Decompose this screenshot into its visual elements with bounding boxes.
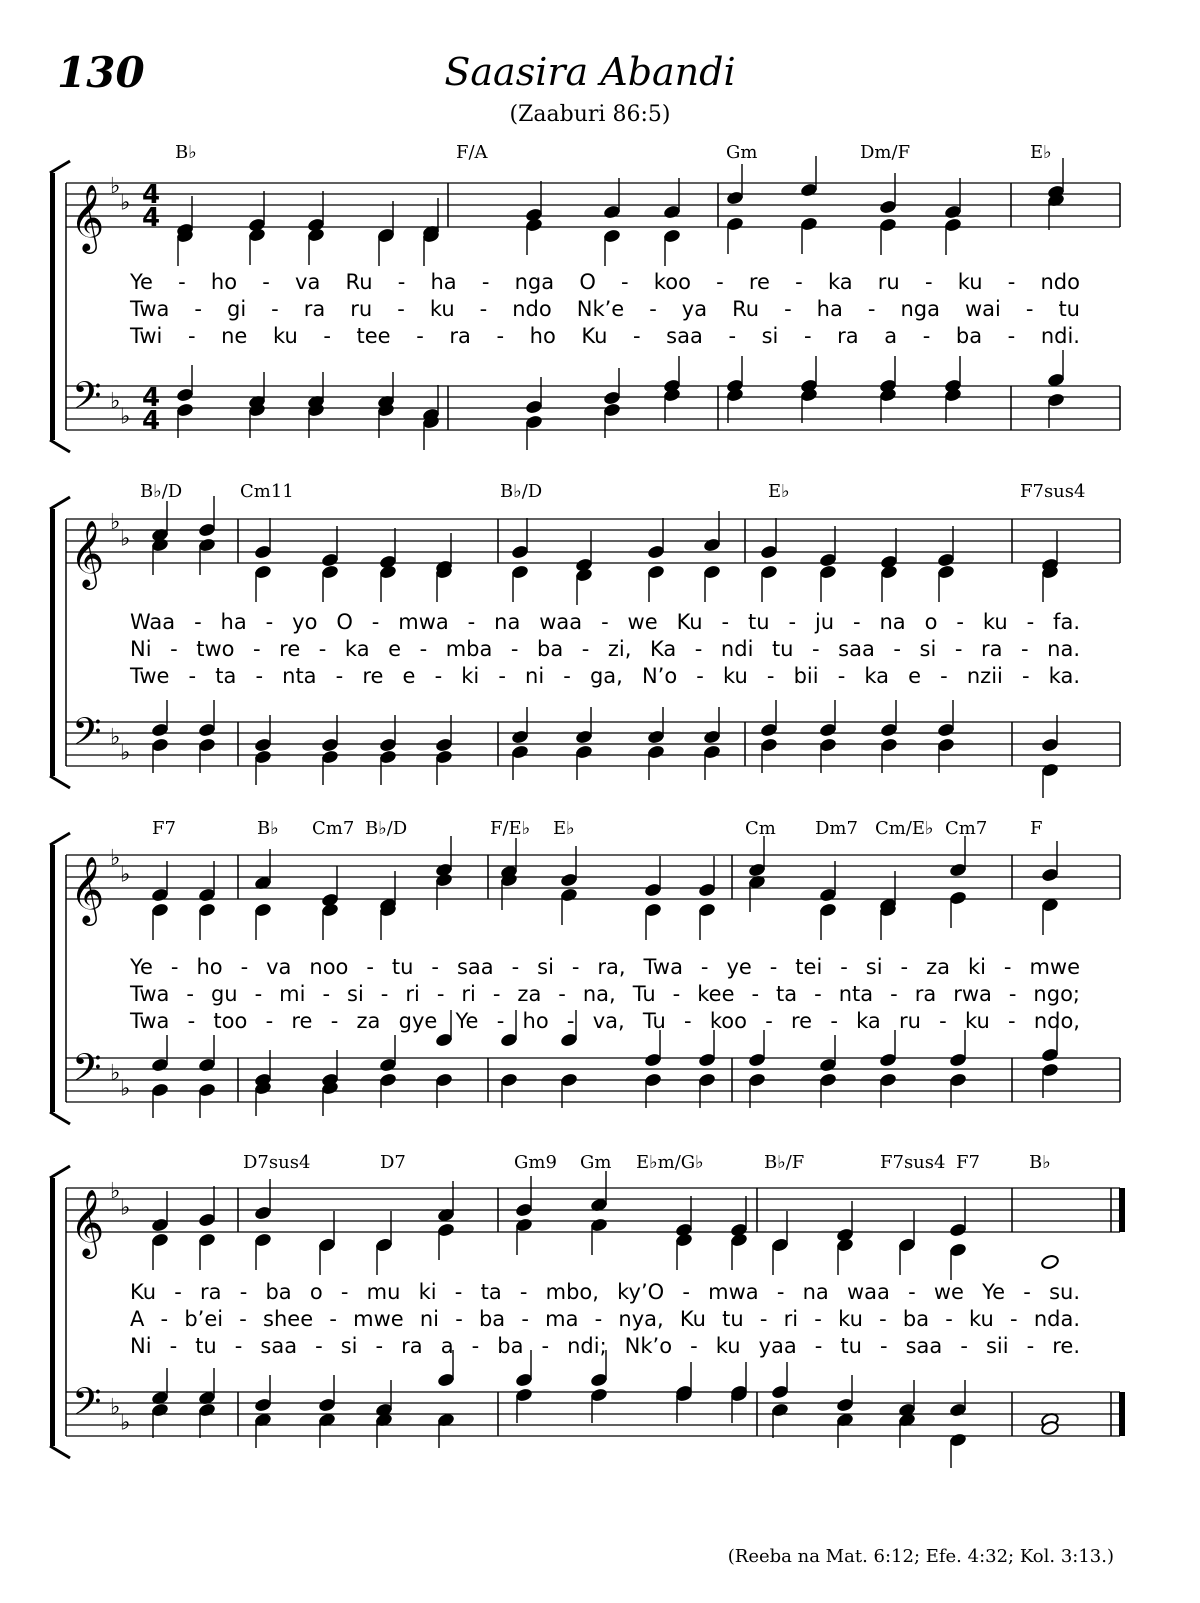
hymn-number: 130: [57, 48, 145, 97]
hymn-title: Saasira Abandi: [444, 50, 736, 94]
chord-symbol: B♭: [175, 142, 197, 163]
chord-symbol: Gm9: [514, 1152, 557, 1173]
chord-symbol: Cm11: [240, 481, 294, 502]
chord-symbol: Dm7: [815, 818, 858, 839]
notehead: [1041, 1254, 1060, 1270]
flat-icon: ♭: [120, 190, 131, 216]
chord-symbol: F7sus4: [1020, 481, 1086, 502]
chord-symbol: F: [1030, 818, 1043, 839]
lyric-verse-1: Ye - ho - va Ru - ha - nga O - koo - re - ka ru - ku - ndo: [130, 270, 1080, 294]
footnote: (Reeba na Mat. 6:12; Efe. 4:32; Kol. 3:13.): [727, 1546, 1114, 1567]
chord-symbol: Dm/F: [860, 142, 911, 163]
time-signature: 4: [142, 202, 161, 233]
chord-symbol: F/E♭: [490, 818, 531, 839]
chord-symbol: B♭/D: [500, 481, 543, 502]
flat-icon: ♭: [120, 1410, 131, 1436]
time-signature: 4: [142, 179, 161, 210]
system-bracket: [50, 1178, 55, 1446]
lyric-verse-2: Twa - gu - mi - si - ri - ri - za - na, Tu - kee - ta - nta - ra rwa - ngo;: [130, 982, 1080, 1006]
lyric-verse-2: Twa - gi - ra ru - ku - ndo Nk’e - ya Ru - ha - nga wai - tu: [130, 297, 1080, 321]
time-signature: 4: [142, 405, 161, 436]
treble-clef-icon: 𝄞: [70, 519, 105, 587]
flat-icon: ♭: [120, 404, 131, 430]
flat-icon: ♭: [120, 526, 131, 552]
bracket-hook: [50, 440, 70, 452]
final-barline: [1119, 1392, 1125, 1436]
chord-symbol: B♭: [257, 818, 279, 839]
chord-symbol: B♭/F: [764, 1152, 805, 1173]
lyric-verse-3: Twa - too - re - za gye Ye - ho - va, Tu - koo - re - ka ru - ku - ndo,: [130, 1009, 1080, 1033]
bracket-hook: [50, 1446, 70, 1458]
chord-symbol: E♭: [1030, 142, 1052, 163]
bracket-hook: [50, 776, 70, 788]
final-barline: [1119, 1188, 1125, 1232]
bracket-hook: [50, 1112, 70, 1124]
chord-symbol: D7sus4: [243, 1152, 311, 1173]
chord-symbol: Gm: [726, 142, 758, 163]
flat-icon: ♭: [110, 1178, 121, 1204]
bracket-hook: [50, 833, 70, 845]
chord-symbol: E♭: [768, 481, 790, 502]
bass-clef-icon: 𝄢: [72, 1045, 102, 1099]
flat-icon: ♭: [110, 1395, 121, 1420]
bass-clef-icon: 𝄢: [72, 1379, 102, 1433]
flat-icon: ♭: [110, 1061, 121, 1086]
bracket-hook: [50, 497, 70, 509]
chord-symbol: Cm: [745, 818, 776, 839]
chord-symbol: F7: [956, 1152, 980, 1173]
lyric-verse-2: A - b’ei - shee - mwe ni - ba - ma - nya, Ku tu - ri - ku - ba - ku - nda.: [130, 1307, 1080, 1331]
lyric-verse-3: Twi - ne ku - tee - ra - ho Ku - saa - si - ra a - ba - ndi.: [130, 324, 1080, 348]
flat-icon: ♭: [120, 1195, 131, 1221]
chord-symbol: B♭/D: [365, 818, 408, 839]
lyric-verse-1: Ku - ra - ba o - mu ki - ta - mbo, ky’O - mwa - na waa - we Ye - su.: [130, 1280, 1080, 1304]
chord-symbol: B♭: [1029, 1152, 1051, 1173]
chord-symbol: E♭: [553, 818, 575, 839]
system-bracket: [50, 845, 55, 1112]
bass-clef-icon: 𝄢: [72, 709, 102, 763]
flat-icon: ♭: [110, 509, 121, 535]
treble-clef-icon: 𝄞: [70, 183, 105, 251]
lyric-verse-3: Ni - tu - saa - si - ra a - ba - ndi; Nk’o - ku yaa - tu - saa - sii - re.: [130, 1334, 1080, 1358]
chord-symbol: B♭/D: [140, 481, 183, 502]
chord-symbol: Gm: [580, 1152, 612, 1173]
bracket-hook: [50, 1166, 70, 1178]
chord-symbol: F/A: [456, 142, 488, 163]
chord-symbol: E♭m/G♭: [636, 1152, 704, 1173]
chord-symbol: F7: [152, 818, 176, 839]
system-bracket: [50, 173, 55, 440]
flat-icon: ♭: [120, 740, 131, 766]
bass-clef-icon: 𝄢: [72, 373, 102, 427]
chord-symbol: F7sus4: [880, 1152, 946, 1173]
flat-icon: ♭: [110, 173, 121, 199]
flat-icon: ♭: [110, 389, 121, 414]
lyric-verse-2: Ni - two - re - ka e - mba - ba - zi, Ka - ndi tu - saa - si - ra - na.: [130, 637, 1080, 661]
chord-symbol: D7: [380, 1152, 406, 1173]
treble-clef-icon: 𝄞: [70, 1188, 105, 1256]
chord-symbol: Cm/E♭: [875, 818, 934, 839]
chord-symbol: Cm7: [945, 818, 988, 839]
scripture-reference: (Zaaburi 86:5): [509, 102, 671, 127]
flat-icon: ♭: [120, 1076, 131, 1102]
treble-clef-icon: 𝄞: [70, 855, 105, 923]
lyric-verse-1: Waa - ha - yo O - mwa - na waa - we Ku - tu - ju - na o - ku - fa.: [130, 610, 1080, 634]
system-bracket: [50, 509, 55, 776]
bracket-hook: [50, 161, 70, 173]
chord-symbol: Cm7: [312, 818, 355, 839]
time-signature: 4: [142, 382, 161, 413]
flat-icon: ♭: [120, 862, 131, 888]
lyric-verse-1: Ye - ho - va noo - tu - saa - si - ra, Twa - ye - tei - si - za ki - mwe: [130, 955, 1080, 979]
flat-icon: ♭: [110, 725, 121, 750]
lyric-verse-3: Twe - ta - nta - re e - ki - ni - ga, N’o - ku - bii - ka e - nzii - ka.: [130, 664, 1080, 688]
flat-icon: ♭: [110, 845, 121, 871]
